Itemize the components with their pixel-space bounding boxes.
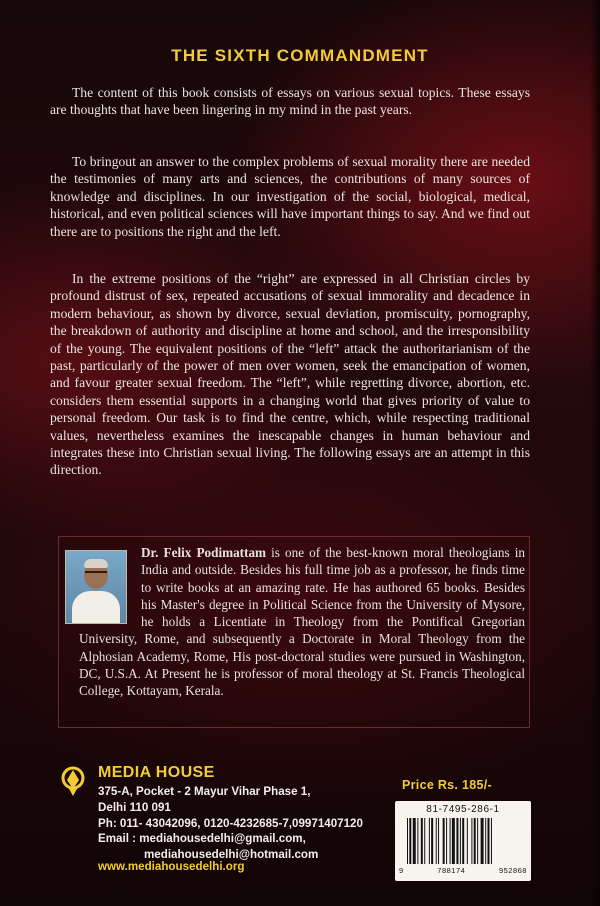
author-name: Dr. Felix Podimattam (141, 545, 267, 560)
author-bio-box (58, 536, 530, 728)
media-house-logo-icon (60, 765, 86, 797)
price-label: Price Rs. 185/- (402, 778, 492, 792)
publisher-contact (98, 784, 363, 863)
publisher-website: www.mediahousedelhi.org (98, 860, 245, 873)
barcode-digit-group-2: 952868 (498, 866, 527, 875)
isbn-barcode-box (395, 801, 531, 881)
publisher-email-1: Email : mediahousedelhi@gmail.com, (98, 832, 306, 846)
essay-text: The content of this book consists of essays on various sexual topics. These essays are thoughts that have been lingering in my mind in the past years. (50, 85, 530, 118)
publisher-address-line-1: 375-A, Pocket - 2 Mayur Vihar Phase 1, (98, 785, 311, 798)
barcode-digits (399, 866, 527, 875)
author-bio-text: is one of the best-known moral theologians in India and outside. Besides his full time job as a professor, he finds time to write books at an amazing rate. He has authored 65 books. Besides his Master's degree in Political Science from the University of Mysore, he holds a Licentiate in Theology from the Pontifical Gregorian University, Rome, and subsequently a Doctorate in Moral Theology from the Alphosian Academy, Rome, His post-doctoral studies were pursued in Washington, DC, U.S.A. At Present he is professor of moral theology at St. Francis Theological College, Kottayam, Kerala. (79, 545, 525, 699)
publisher-email-2: mediahousedelhi@hotmail.com (144, 848, 319, 862)
publisher-address-line-2: Delhi 110 091 (98, 800, 171, 814)
barcode-icon (405, 818, 521, 864)
author-bio (79, 544, 525, 700)
barcode-lead-digit: 9 (399, 866, 404, 875)
essay-text: To bringout an answer to the complex problems of sexual morality there are needed the testimonies of many arts and sciences, the contributions of many sources of knowledge and disciplines. In our investigation of the social, biological, medical, historical, and even political sciences will have important things to say. And we find out there are to positions the right and the left. (50, 154, 530, 239)
publisher-phone: Ph: 011- 43042096, 0120-4232685-7,09971407120 (98, 816, 363, 830)
barcode-digit-group-1: 788174 (437, 866, 466, 875)
book-title: THE SIXTH COMMANDMENT (171, 46, 429, 65)
publisher-name: MEDIA HOUSE (98, 764, 215, 781)
essay-text: In the extreme positions of the “right” are expressed in all Christian circles by profound distrust of sex, repeated accusations of sexual immorality and decadence in modern behaviour, as shown by divorce, sexual deviation, promiscuity, pornography, the breakdown of authority and discipline at home and school, and the irresponsibility of the young. The equivalent positions of the “left” attack the authoritarianism of the past, particularly of the power of men over women, seek the emancipation of women, and favour greater sexual freedom. The “left”, while regretting divorce, abortion, etc. considers them essential supports in a changing world that gives priority of value to personal freedom. Our task is to find the centre, which, while respecting traditional values, nevertheless examines the inescapable changes in human behaviour and integrates these into Christian sexual living. The following essays are an attempt in this direction. (50, 271, 530, 478)
isbn-number: 81-7495-286-1 (426, 804, 500, 815)
essay-paragraph-3 (50, 270, 530, 479)
cover-edge-shadow (590, 0, 600, 906)
essay-paragraph-2 (50, 153, 530, 240)
essay-paragraph-1 (50, 84, 530, 119)
